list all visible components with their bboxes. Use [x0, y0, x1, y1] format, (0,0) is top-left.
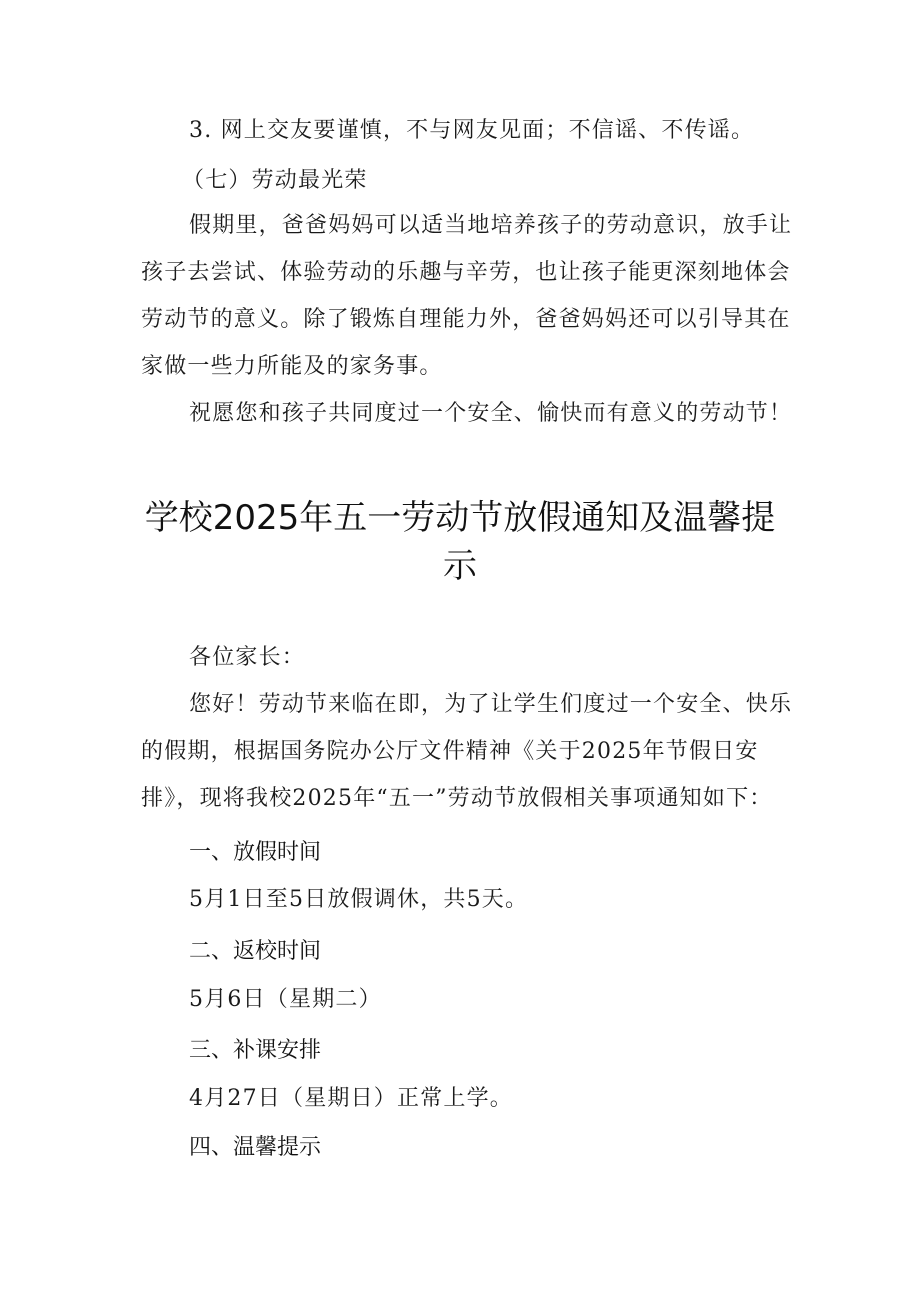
intro-line-1: 您好！劳动节来临在即，为了让学生们度过一个安全、快乐: [189, 692, 793, 717]
section-body-return-time: 5月6日（星期二）: [189, 987, 382, 1012]
notice-title-line-2: 示: [443, 546, 477, 586]
section-7-title: （七）劳动最光荣: [182, 168, 368, 193]
notice-title-line-1: 学校2025年五一劳动节放假通知及温馨提: [144, 498, 776, 538]
labor-paragraph-line-4: 家做一些力所能及的家务事。: [141, 354, 443, 379]
section-body-holiday-time: 5月1日至5日放假调休，共5天。: [189, 887, 529, 912]
intro-line-2: 的假期，根据国务院办公厅文件精神《关于2025年节假日安: [141, 739, 759, 764]
labor-paragraph-line-1: 假期里，爸爸妈妈可以适当地培养孩子的劳动意识，放手让: [189, 213, 793, 238]
section-heading-tips: 四、温馨提示: [189, 1135, 322, 1160]
section-heading-holiday-time: 一、放假时间: [189, 840, 322, 865]
intro-line-3: 排》，现将我校2025年“五一”劳动节放假相关事项通知如下：: [141, 786, 773, 811]
safety-item-3: 3. 网上交友要谨慎，不与网友见面；不信谣、不传谣。: [189, 118, 755, 143]
labor-paragraph-line-3: 劳动节的意义。除了锻炼自理能力外，爸爸妈妈还可以引导其在: [141, 307, 791, 332]
section-heading-return-time: 二、返校时间: [189, 939, 322, 964]
section-body-makeup-class: 4月27日（星期日）正常上学。: [189, 1086, 513, 1111]
labor-paragraph-line-2: 孩子去尝试、体验劳动的乐趣与辛劳，也让孩子能更深刻地体会: [141, 260, 791, 285]
section-heading-makeup-class: 三、补课安排: [189, 1038, 322, 1063]
wish-line: 祝愿您和孩子共同度过一个安全、愉快而有意义的劳动节！: [189, 401, 793, 426]
salutation: 各位家长：: [189, 645, 306, 670]
